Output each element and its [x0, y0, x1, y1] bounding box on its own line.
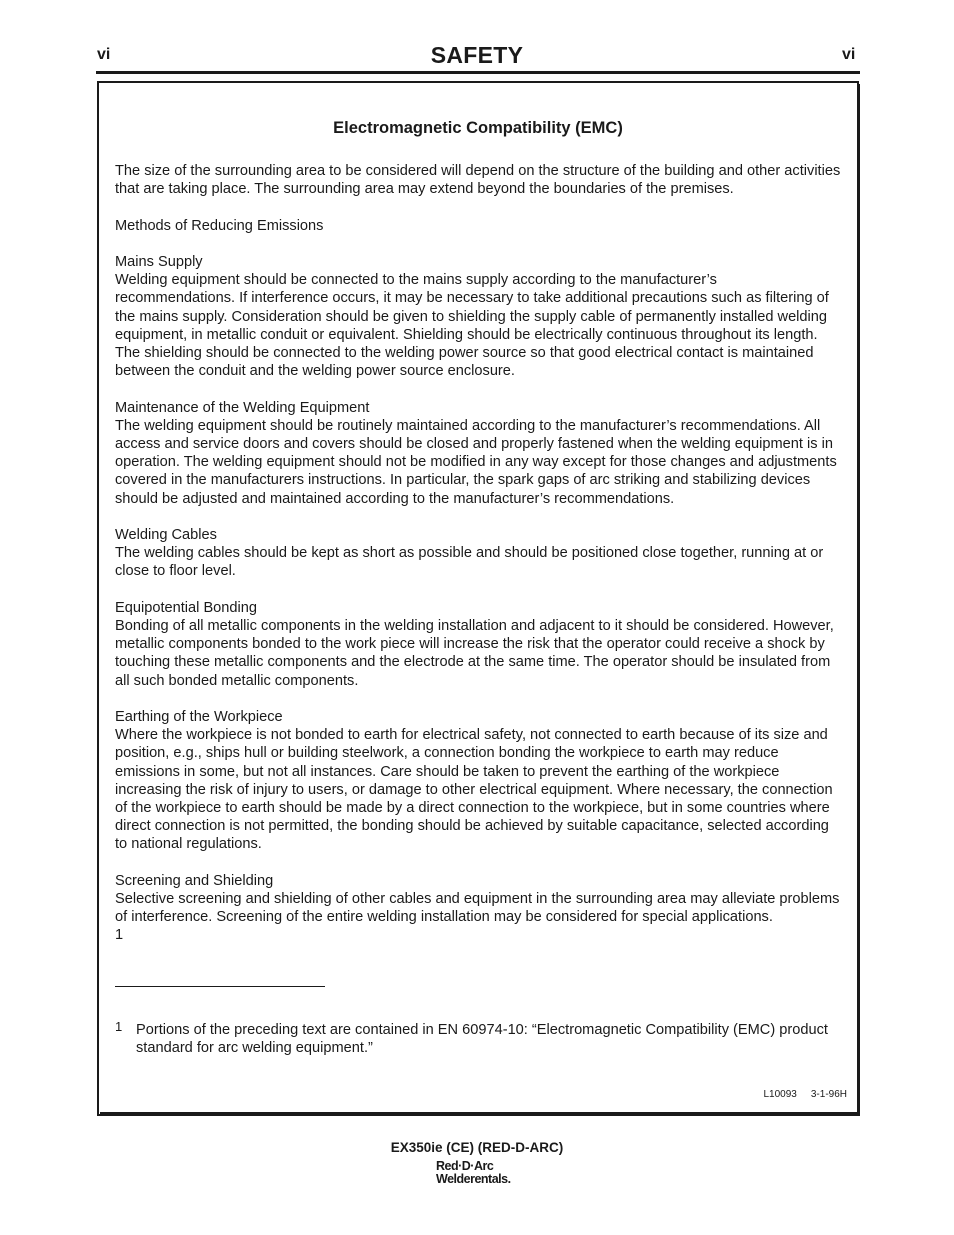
paragraph-heading: Equipotential Bonding: [115, 599, 257, 616]
paragraph-text: Selective screening and shielding of other cables and equipment in the surrounding area may alleviate problems of interference. Screening of the entire welding installation may be considered for special applications.: [115, 891, 840, 926]
paragraph-text: Where the workpiece is not bonded to earth for electrical safety, not connected to earth because of its size and position, e.g., ships hull or building steelwork, a connection bonding the workpiece to earth may reduce emissions in some, but not all instances. Care should be taken to prevent the earthing of the workpiece increasing the risk of injury to users, or damage to other electrical equipment. Where necessary, the connection of the workpiece to earth should be made by a direct connection to the workpiece, but in some countries where direct connection is not permitted, the bonding should be achieved by suitable capacitance, selected according to national regulations.: [115, 727, 833, 853]
paragraph-maintenance: [115, 399, 841, 508]
logo-line-2: Welderentals.: [436, 1171, 511, 1187]
paragraph-methods: [115, 217, 841, 235]
frame-shadow-right: [857, 84, 860, 1116]
frame-shadow-bottom: [100, 1112, 860, 1115]
paragraph-earthing: [115, 708, 841, 854]
footnote-mark: 1: [115, 1019, 123, 1034]
paragraph-heading: Earthing of the Workpiece: [115, 709, 283, 725]
paragraph-text: Welding equipment should be connected to the mains supply according to the manufacturer’s recommendations. If interference occurs, it may be necessary to take additional precautions such as filtering of the mains supply. Consideration should be given to shielding the supply cable of permanently installed welding equipment, in metallic conduit or equivalent. Shielding should be electrically continuous throughout its length. The shielding should be connected to the welding power source so that good electrical contact is maintained between the conduit and the welding power source enclosure.: [115, 272, 829, 380]
paragraph-mains-supply: [115, 253, 841, 380]
page-title: SAFETY: [430, 42, 524, 68]
paragraph-text: The welding cables should be kept as short as possible and should be positioned close together, running at or close to floor level.: [115, 545, 824, 580]
footnote-reference: 1: [115, 927, 124, 944]
footnote-divider: [115, 986, 325, 987]
footnote-text: Portions of the preceding text are contained in EN 60974-10: “Electromagnetic Compatibility (EMC) product standard for arc welding equipment.”: [136, 1022, 828, 1057]
paragraph-surrounding-area: [115, 162, 841, 198]
paragraph-text: The welding equipment should be routinely maintained according to the manufacturer’s recommendations. All access and service doors and covers should be closed and properly fastened when the welding equipment is in operation. The welding equipment should not be modified in any way except for those changes and adjustments covered in the manufacturers instructions. In particular, the spark gaps of arc striking and stabilizing devices should be adjusted and maintained according to the manufacturer’s recommendations.: [115, 417, 837, 507]
paragraph-welding-cables: [115, 526, 841, 581]
document-number: L10093: [763, 1089, 797, 1100]
paragraph-screening: [115, 872, 841, 945]
document-revision: 3-1-96H: [810, 1089, 847, 1100]
paragraph-text: The size of the surrounding area to be considered will depend on the structure of the building and other activities that are taking place. The surrounding area may extend beyond the boundaries of the premises.: [115, 163, 841, 198]
document-code: [749, 1089, 847, 1100]
paragraph-equipotential-bonding: [115, 599, 841, 690]
page-number-right: vi: [842, 46, 856, 63]
red-d-arc-logo: [436, 1160, 511, 1186]
section-title: Electromagnetic Compatibility (EMC): [333, 119, 623, 137]
paragraph-heading: Screening and Shielding: [115, 872, 274, 889]
header-rule: [96, 71, 860, 74]
logo-line-1: Red·D·Arc: [436, 1158, 494, 1174]
footnote: [115, 1021, 841, 1057]
paragraph-heading: Methods of Reducing Emissions: [115, 217, 324, 234]
page-number-left: vi: [97, 46, 111, 63]
emc-section: [115, 118, 841, 945]
paragraph-heading: Welding Cables: [115, 527, 217, 543]
paragraph-heading: Maintenance of the Welding Equipment: [115, 399, 370, 416]
paragraph-heading: Mains Supply: [115, 253, 203, 270]
footer-model: EX350ie (CE) (RED-D-ARC): [390, 1140, 564, 1155]
paragraph-text: Bonding of all metallic components in the welding installation and adjacent to it should be considered. However, metallic components bonded to the work piece will increase the risk that the operator could receive a shock by touching these metallic components and the electrode at the same time. The operator should be insulated from all such bonded metallic components.: [115, 618, 834, 689]
